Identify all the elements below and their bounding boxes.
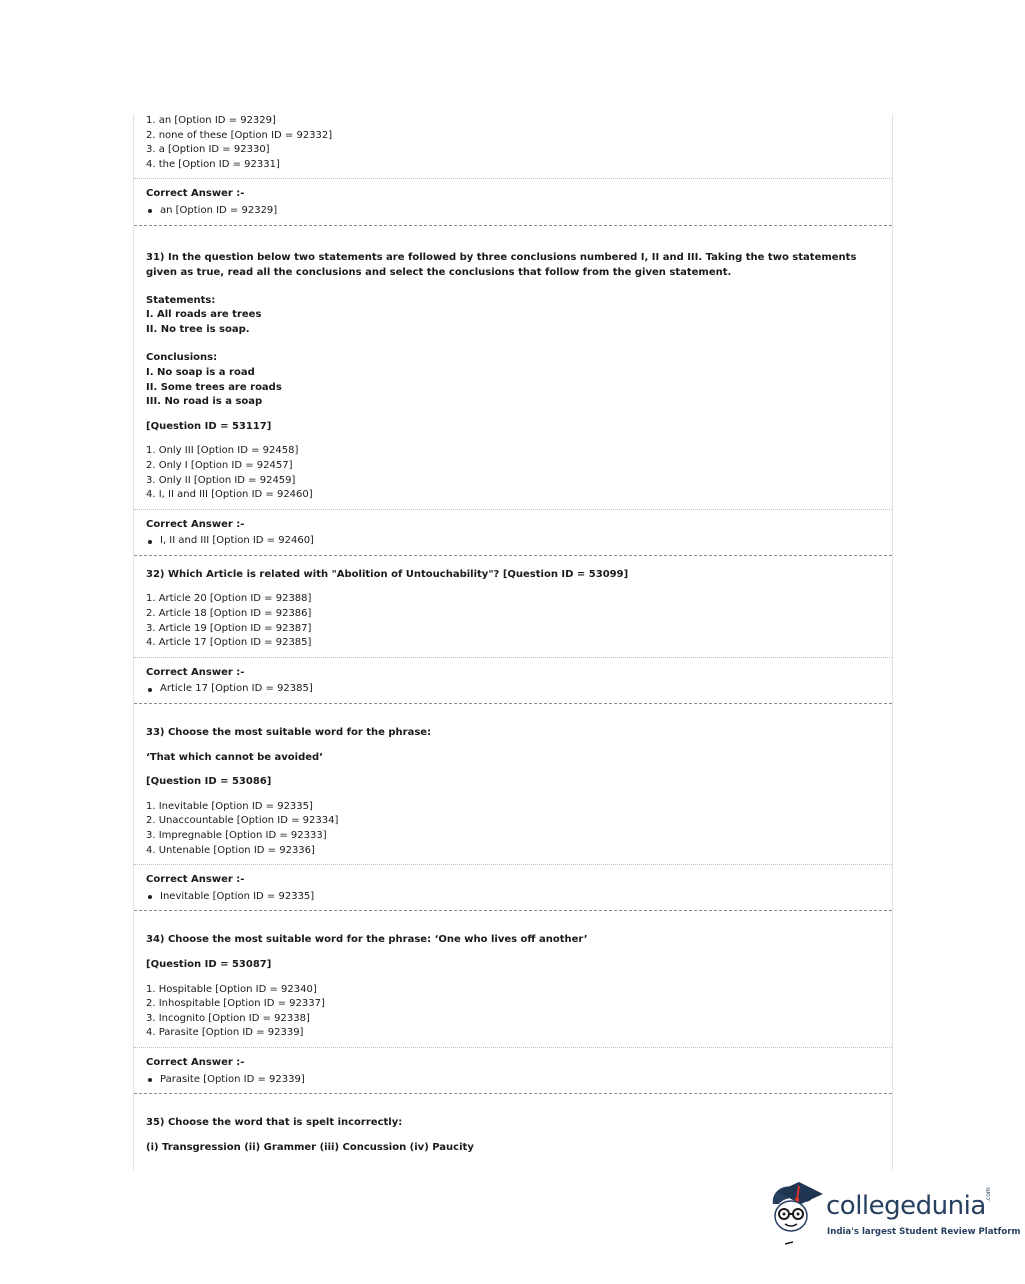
- q33-answer: [134, 865, 892, 911]
- option: 1. Hospitable [Option ID = 92340]: [146, 983, 317, 995]
- option: 2. none of these [Option ID = 92332]: [146, 129, 333, 141]
- document-frame: [133, 114, 893, 1170]
- q32-question: [134, 556, 892, 658]
- option: 3. Impregnable [Option ID = 92333]: [146, 830, 327, 841]
- bullet-icon: [148, 209, 152, 213]
- option: 4. I, II and III [Option ID = 92460]: [146, 489, 313, 501]
- q31-question: [134, 226, 892, 510]
- option: 1. an [Option ID = 92329]: [146, 115, 276, 126]
- option: 2. Inhospitable [Option ID = 92337]: [146, 998, 325, 1010]
- logo-tagline: India's largest Student Review Platform: [827, 1227, 1021, 1237]
- answer-text: Inevitable [Option ID = 92335]: [160, 890, 315, 902]
- logo-domain: .com: [985, 1187, 992, 1202]
- mascot-icon: [767, 1178, 829, 1248]
- option: 2. Unaccountable [Option ID = 92334]: [146, 815, 339, 827]
- correct-answer-label: Correct Answer :-: [146, 188, 245, 200]
- question-id: [Question ID = 53117]: [146, 420, 272, 432]
- conclusion: III. No road is a soap: [146, 396, 263, 408]
- question-text: 31) In the question below two statements are followed by three conclusions numbered I, II and III. Taking the two statements given as true, read all the conclusions and select the conclusions that follow from the given statement.: [146, 251, 857, 278]
- option: 2. Only I [Option ID = 92457]: [146, 459, 293, 471]
- answer-item: [146, 204, 880, 219]
- conclusion: II. Some trees are roads: [146, 381, 282, 393]
- q32-answer: [134, 658, 892, 704]
- option: 2. Article 18 [Option ID = 92386]: [146, 608, 312, 620]
- option: 3. a [Option ID = 92330]: [146, 144, 270, 156]
- q30-answer: [134, 179, 892, 225]
- q34-question: [134, 911, 892, 1048]
- option: 3. Only II [Option ID = 92459]: [146, 474, 296, 486]
- bullet-icon: [148, 1078, 152, 1082]
- option: 4. Untenable [Option ID = 92336]: [146, 844, 315, 856]
- answer-text: I, II and III [Option ID = 92460]: [160, 535, 314, 547]
- option: 3. Article 19 [Option ID = 92387]: [146, 622, 312, 634]
- statements-label: Statements:: [146, 294, 216, 306]
- q33-question: [134, 704, 892, 865]
- question-line: (i) Transgression (ii) Grammer (iii) Concussion (iv) Paucity: [146, 1141, 474, 1153]
- conclusions-label: Conclusions:: [146, 352, 218, 364]
- answer-item: [146, 534, 880, 549]
- bullet-icon: [148, 895, 152, 899]
- option: 4. the [Option ID = 92331]: [146, 158, 280, 170]
- q34-answer: [134, 1048, 892, 1094]
- question-id: [Question ID = 53087]: [146, 958, 272, 970]
- bullet-icon: [148, 688, 152, 692]
- correct-answer-label: Correct Answer :-: [146, 874, 245, 886]
- question-text: 35) Choose the word that is spelt incorrectly:: [146, 1117, 403, 1129]
- q30-options: [134, 114, 892, 179]
- question-text: 32) Which Article is related with "Abolition of Untouchability"? [Question ID = 53099]: [146, 568, 629, 580]
- question-text: 33) Choose the most suitable word for the phrase:: [146, 727, 432, 739]
- correct-answer-label: Correct Answer :-: [146, 518, 245, 530]
- statement: I. All roads are trees: [146, 309, 262, 321]
- option: 1. Article 20 [Option ID = 92388]: [146, 593, 312, 605]
- answer-text: Parasite [Option ID = 92339]: [160, 1073, 305, 1085]
- bullet-icon: [148, 540, 152, 544]
- q35-question: [134, 1094, 892, 1155]
- q31-answer: [134, 510, 892, 556]
- conclusion: I. No soap is a road: [146, 366, 255, 378]
- logo-wordmark: collegedunia: [826, 1191, 986, 1221]
- statement: II. No tree is soap.: [146, 323, 250, 335]
- question-id: [Question ID = 53086]: [146, 776, 272, 788]
- collegedunia-logo: [767, 1178, 1021, 1250]
- answer-text: Article 17 [Option ID = 92385]: [160, 683, 313, 695]
- answer-item: [146, 890, 880, 905]
- option: 3. Incognito [Option ID = 92338]: [146, 1012, 310, 1024]
- question-text: 34) Choose the most suitable word for the phrase: ‘One who lives off another’: [146, 934, 588, 946]
- answer-item: [146, 1073, 880, 1088]
- option: 4. Parasite [Option ID = 92339]: [146, 1027, 304, 1039]
- answer-text: an [Option ID = 92329]: [160, 204, 278, 216]
- option: 1. Only III [Option ID = 92458]: [146, 445, 299, 457]
- option: 4. Article 17 [Option ID = 92385]: [146, 637, 312, 649]
- correct-answer-label: Correct Answer :-: [146, 666, 245, 678]
- answer-item: [146, 682, 880, 697]
- correct-answer-label: Correct Answer :-: [146, 1056, 245, 1068]
- option: 1. Inevitable [Option ID = 92335]: [146, 800, 313, 812]
- phrase: ‘That which cannot be avoided’: [146, 751, 323, 763]
